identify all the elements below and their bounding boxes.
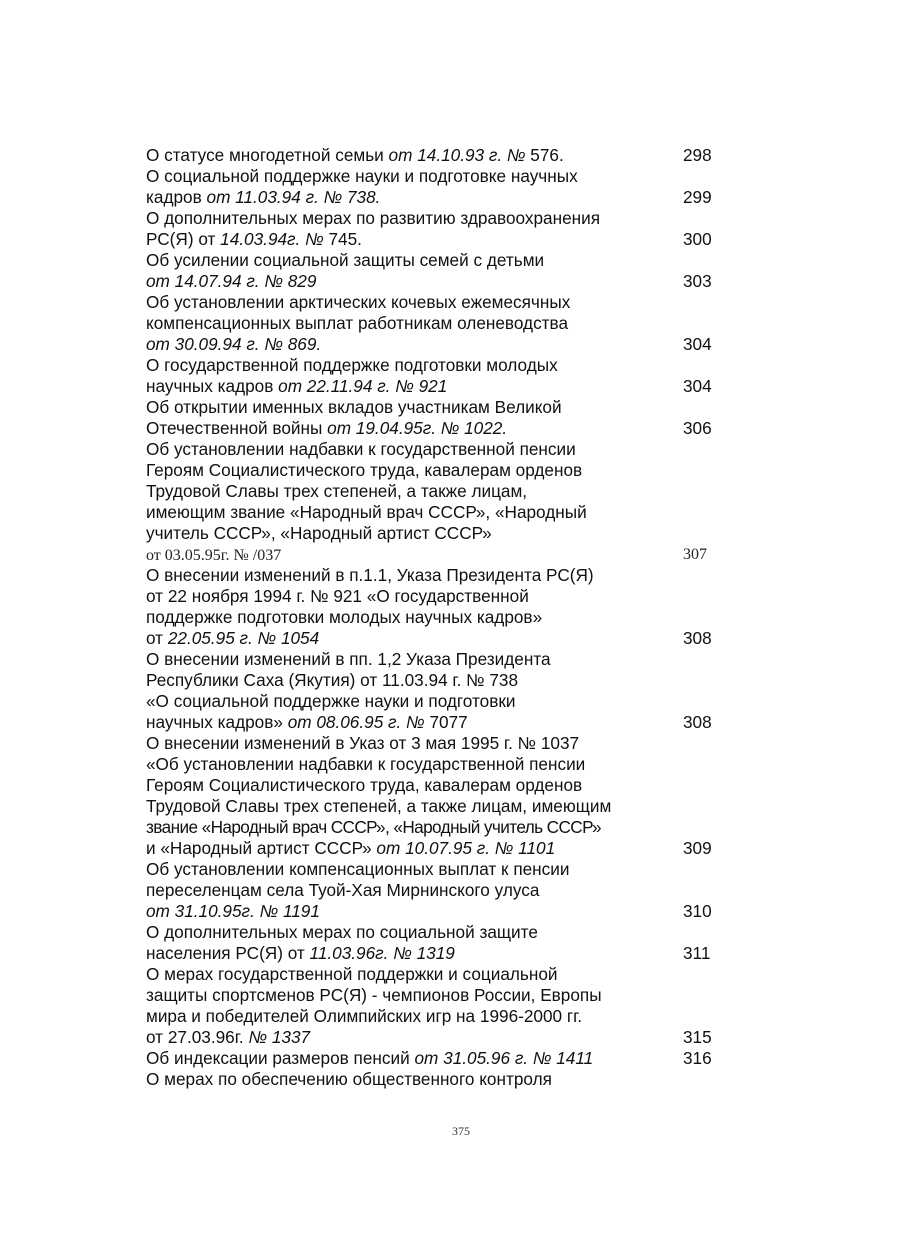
entry-text: О дополнительных мерах по развитию здравоохранения [146,208,601,228]
entry-title-text [146,544,281,566]
toc-entry [146,733,726,859]
decree-reference: от 10.07.95 г. № 1101 [376,838,556,858]
entry-title-text [146,376,447,397]
decree-reference: от 08.06.95 г. № [287,712,430,732]
toc-entry-line [146,733,726,754]
decree-reference: 11.03.96г. № 1319 [309,943,455,963]
entry-text: населения РС(Я) от [146,943,310,963]
entry-text: учитель СССР», «Народный артист СССР» [146,523,492,543]
entry-title-text [146,649,551,670]
toc-entry-line [146,796,726,817]
entry-title-text [146,943,455,964]
toc-entry-line [146,1027,726,1048]
toc-entry-line [146,964,726,985]
entry-text: Трудовой Славы трех степеней, а также лицам, имеющим [146,796,612,816]
entry-text: О социальной поддержке науки и подготовке научных [146,166,578,186]
entry-page-number: 315 [683,1027,712,1047]
table-of-contents [146,145,726,1090]
toc-entry [146,355,726,397]
entry-title-text [146,1006,582,1027]
toc-entry-line [146,649,726,670]
entry-page-number: 303 [683,271,712,291]
page-number: 375 [452,1124,470,1138]
entry-text: РС(Я) от [146,229,221,249]
toc-entry-line [146,208,726,229]
entry-text: Героям Социалистического труда, кавалерам орденов [146,775,583,795]
entry-text: и «Народный артист СССР» [146,838,377,858]
entry-text: Об усилении социальной защиты семей с детьми [146,250,545,270]
entry-title-text [146,229,362,250]
toc-entry-line [146,166,726,187]
entry-title-text [146,712,468,733]
toc-entry-line [146,292,726,313]
entry-page-number: 316 [683,1048,712,1068]
toc-entry-line [146,313,726,334]
entry-text: 7077 [429,712,468,732]
entry-title-text [146,439,576,460]
entry-title-text [146,397,562,418]
entry-page-number: 311 [683,943,711,963]
entry-page-number: 304 [683,334,712,354]
toc-entry-line [146,1069,726,1090]
entry-text: защиты спортсменов РС(Я) - чемпионов России, Европы [146,985,602,1005]
toc-entry-line [146,859,726,880]
toc-entry-line [146,145,726,166]
entry-text: О мерах по обеспечению общественного контроля [146,1069,552,1089]
decree-reference: от 22.11.94 г. № 921 [278,376,448,396]
toc-entry [146,250,726,292]
entry-text: Об установлении компенсационных выплат к пенсии [146,859,570,879]
toc-entry [146,166,726,208]
toc-entry-line [146,817,726,838]
entry-title-text [146,355,558,376]
entry-title-text [146,628,319,649]
entry-text: Отечественной войны [146,418,328,438]
toc-entry-line [146,502,726,523]
entry-title-text [146,313,568,334]
toc-entry [146,145,726,166]
entry-title-text [146,607,542,628]
entry-title-text [146,880,539,901]
entry-text: переселенцам села Туой-Хая Мирнинского улуса [146,880,540,900]
entry-title-text [146,964,558,985]
entry-page-number: 309 [683,838,712,858]
entry-text: имеющим звание «Народный врач СССР», «Народный [146,502,587,522]
entry-text: научных кадров [146,376,279,396]
toc-entry [146,649,726,733]
toc-entry-line [146,376,726,397]
entry-title-text [146,250,544,271]
toc-entry [146,922,726,964]
toc-entry-line [146,544,726,565]
decree-reference: от 14.10.93 г. № [388,145,531,165]
entry-title-text [146,166,578,187]
entry-text: 576. [530,145,564,165]
entry-text: «Об установлении надбавки к государственной пенсии [146,754,586,774]
entry-text: от 22 ноября 1994 г. № 921 «О государственной [146,586,529,606]
entry-page-number: 308 [683,628,712,648]
toc-entry-line [146,670,726,691]
toc-entry-line [146,271,726,292]
toc-entry-line [146,754,726,775]
entry-page-number: 298 [683,145,712,165]
toc-entry [146,964,726,1048]
entry-page-number: 300 [683,229,712,249]
toc-entry-line [146,922,726,943]
entry-text: О внесении изменений в пп. 1,2 Указа Президента [146,649,551,669]
entry-text: Об установлении арктических кочевых ежемесячных [146,292,571,312]
entry-text: Республики Саха (Якутия) от 11.03.94 г. № 738 [146,670,519,690]
entry-text: О государственной поддержке подготовки молодых [146,355,558,375]
entry-text: Об открытии именных вкладов участникам Великой [146,397,562,417]
entry-text: 745. [328,229,362,249]
decree-reference: от 31.10.95г. № 1191 [146,901,320,921]
entry-page-number: 310 [683,901,712,921]
entry-title-text [146,145,564,166]
entry-text: О статусе многодетной семьи [146,145,389,165]
entry-page-number: 304 [683,376,712,396]
entry-text: от 27.03.96г. [146,1027,249,1047]
entry-title-text [146,733,579,754]
toc-entry-line [146,607,726,628]
toc-entry-line [146,691,726,712]
entry-text: Об установлении надбавки к государственной пенсии [146,439,576,459]
toc-entry-line [146,523,726,544]
entry-text: О внесении изменений в Указ от 3 мая 1995 г. № 1037 [146,733,580,753]
toc-entry-line [146,712,726,733]
toc-entry-line [146,901,726,922]
entry-text: «О социальной поддержке науки и подготовки [146,691,516,711]
toc-entry-line [146,229,726,250]
entry-title-text [146,838,555,859]
entry-title-text [146,418,507,439]
entry-page-number: 299 [683,187,712,207]
toc-entry-line [146,481,726,502]
toc-entry-line [146,985,726,1006]
entry-page-number: 308 [683,712,712,732]
toc-entry-line [146,187,726,208]
entry-text: Об индексации размеров пенсий [146,1048,415,1068]
entry-title-text [146,586,529,607]
toc-entry-line [146,943,726,964]
entry-title-text [146,817,601,838]
toc-entry-line [146,334,726,355]
entry-title-text [146,502,587,523]
toc-entry-line [146,838,726,859]
entry-title-text [146,460,582,481]
decree-reference: от 14.07.94 г. № 829 [146,271,317,291]
decree-reference: № 1337 [248,1027,311,1047]
decree-reference: от 11.03.94 г. № 738. [206,187,381,207]
entry-title-text [146,670,518,691]
decree-reference: от 19.04.95г. № 1022. [327,418,508,438]
decree-reference: от 31.05.96 г. № 1411 [414,1048,594,1068]
toc-entry-line [146,586,726,607]
entry-text: от [146,628,168,648]
entry-text: мира и победителей Олимпийских игр на 1996-2000 гг. [146,1006,583,1026]
entry-text: научных кадров» [146,712,288,732]
decree-reference: 14.03.94г. № [220,229,329,249]
entry-title-text [146,208,600,229]
entry-text: поддержке подготовки молодых научных кадров» [146,607,543,627]
entry-title-text [146,334,321,355]
entry-text: О дополнительных мерах по социальной защите [146,922,538,942]
toc-entry-line [146,355,726,376]
toc-entry-line [146,1006,726,1027]
entry-title-text [146,187,380,208]
entry-title-text [146,754,585,775]
entry-title-text [146,1048,593,1069]
entry-title-text [146,985,602,1006]
toc-entry-line [146,460,726,481]
toc-entry [146,1048,726,1069]
entry-text: звание «Народный врач СССР», «Народный учитель СССР» [146,817,601,837]
entry-text: от 03.05.95г. № /037 [146,547,282,564]
entry-title-text [146,775,582,796]
entry-title-text [146,796,611,817]
toc-entry [146,292,726,355]
toc-entry-line [146,775,726,796]
entry-title-text [146,901,320,922]
entry-title-text [146,481,527,502]
toc-entry-line [146,880,726,901]
entry-title-text [146,691,515,712]
entry-title-text [146,922,538,943]
toc-entry-line [146,439,726,460]
toc-entry [146,397,726,439]
toc-entry [146,859,726,922]
entry-text: О внесении изменений в п.1.1, Указа Президента РС(Я) [146,565,594,585]
decree-reference: от 30.09.94 г. № 869. [146,334,322,354]
toc-entry-line [146,397,726,418]
toc-entry-line [146,565,726,586]
entry-title-text [146,565,594,586]
entry-text: О мерах государственной поддержки и социальной [146,964,558,984]
entry-text: компенсационных выплат работникам оленеводства [146,313,569,333]
toc-entry [146,1069,726,1090]
toc-entry-line [146,1048,726,1069]
entry-text: Трудовой Славы трех степеней, а также лицам, [146,481,528,501]
entry-title-text [146,271,316,292]
decree-reference: 22.05.95 г. № 1054 [167,628,320,648]
entry-title-text [146,1027,310,1048]
entry-title-text [146,523,492,544]
entry-title-text [146,859,569,880]
entry-text: кадров [146,187,207,207]
toc-entry-line [146,250,726,271]
toc-entry [146,208,726,250]
entry-title-text [146,1069,552,1090]
toc-entry-line [146,628,726,649]
entry-page-number: 307 [683,546,707,563]
entry-page-number: 306 [683,418,712,438]
entry-title-text [146,292,570,313]
toc-entry [146,565,726,649]
entry-text: Героям Социалистического труда, кавалерам орденов [146,460,583,480]
toc-entry-line [146,418,726,439]
toc-entry [146,439,726,565]
